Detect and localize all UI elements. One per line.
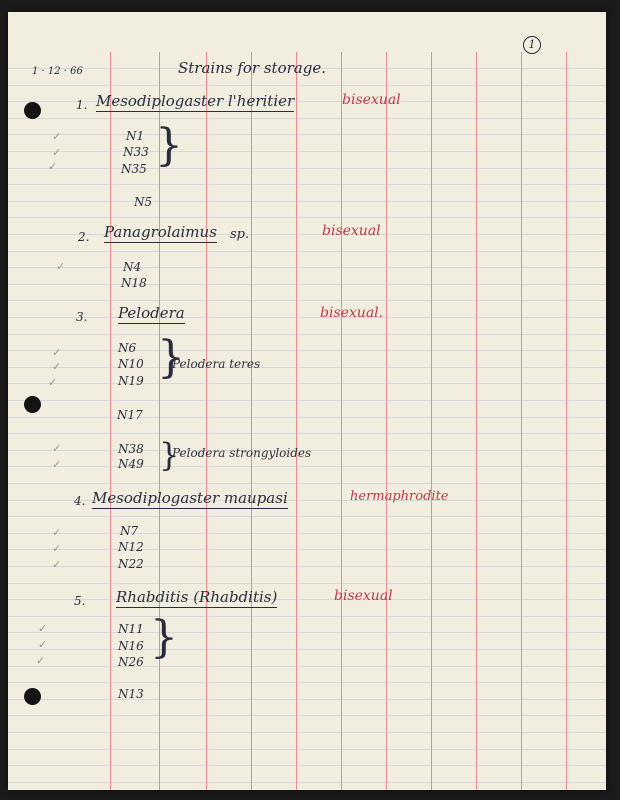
section-3-genus: Pelodera [118, 304, 185, 322]
section-1-species: Mesodiplogaster l'heritier [96, 92, 295, 110]
horizontal-rule [8, 400, 606, 401]
strain-n7: N7 [120, 524, 139, 538]
horizontal-rule [8, 715, 606, 716]
strain-n26: N26 [118, 655, 144, 669]
check-mark-icon: ✓ [52, 146, 62, 159]
strain-n4: N4 [123, 260, 142, 274]
margin-rule [341, 52, 342, 790]
horizontal-rule [8, 300, 606, 301]
strain-n13: N13 [118, 687, 144, 701]
margin-rule [476, 52, 477, 790]
check-mark-icon: ✓ [52, 526, 62, 539]
strain-n1: N1 [126, 129, 145, 143]
horizontal-rule [8, 632, 606, 633]
horizontal-rule [8, 682, 606, 683]
horizontal-rule [8, 483, 606, 484]
horizontal-rule [8, 516, 606, 517]
strain-n5: N5 [134, 195, 153, 209]
strain-group-label-strongyloides: Pelodera strongyloides [172, 446, 312, 460]
section-2-suffix: sp. [230, 227, 250, 242]
horizontal-rule [8, 732, 606, 733]
horizontal-rule [8, 417, 606, 418]
check-mark-icon: ✓ [52, 130, 62, 143]
strain-n38: N38 [118, 442, 144, 456]
brace-icon: } [150, 612, 178, 663]
strain-n10: N10 [118, 357, 144, 371]
margin-rule [296, 52, 297, 790]
horizontal-rule [8, 134, 606, 135]
check-mark-icon: ✓ [56, 260, 66, 273]
section-5-index: 5. [74, 594, 86, 608]
check-mark-icon: ✓ [36, 654, 46, 667]
horizontal-rule [8, 334, 606, 335]
horizontal-rule [8, 251, 606, 252]
horizontal-rule [8, 583, 606, 584]
strain-n18: N18 [121, 276, 147, 290]
horizontal-rule [8, 151, 606, 152]
strain-n16: N16 [118, 639, 144, 653]
strain-n49: N49 [118, 457, 144, 471]
margin-rule [386, 52, 387, 790]
section-4-species: Mesodiplogaster maupasi [92, 489, 288, 507]
section-3-reproduction: bisexual. [320, 305, 384, 321]
horizontal-rule [8, 765, 606, 766]
strain-n12: N12 [118, 540, 144, 554]
horizontal-rule [8, 466, 606, 467]
section-2-index: 2. [78, 230, 90, 244]
section-1-index: 1. [76, 98, 88, 112]
punch-hole-top [24, 102, 41, 119]
horizontal-rule [8, 699, 606, 700]
horizontal-rule [8, 533, 606, 534]
horizontal-rule [8, 566, 606, 567]
check-mark-icon: ✓ [48, 376, 58, 389]
section-1-reproduction: bisexual [342, 92, 401, 108]
punch-hole-middle [24, 396, 41, 413]
check-mark-icon: ✓ [52, 442, 62, 455]
strain-n19: N19 [118, 374, 144, 388]
check-mark-icon: ✓ [38, 638, 48, 651]
strain-n33: N33 [123, 145, 149, 159]
strain-n22: N22 [118, 557, 144, 571]
notebook-page [8, 12, 606, 790]
date: 1 · 12 · 66 [32, 66, 83, 77]
horizontal-rule [8, 549, 606, 550]
horizontal-rule [8, 433, 606, 434]
horizontal-rule [8, 616, 606, 617]
punch-hole-bottom [24, 688, 41, 705]
section-5-genus: Rhabditis (Rhabditis) [116, 588, 278, 606]
check-mark-icon: ✓ [52, 346, 62, 359]
horizontal-rule [8, 317, 606, 318]
check-mark-icon: ✓ [52, 542, 62, 555]
section-3-index: 3. [76, 310, 88, 324]
check-mark-icon: ✓ [52, 458, 62, 471]
page-number: 1 [523, 36, 541, 54]
margin-rule [566, 52, 567, 790]
page-title: Strains for storage. [178, 59, 326, 77]
horizontal-rule [8, 267, 606, 268]
check-mark-icon: ✓ [52, 360, 62, 373]
brace-icon: } [159, 436, 180, 474]
section-2-genus: Panagrolaimus [104, 223, 217, 241]
strain-n17: N17 [117, 408, 143, 422]
horizontal-rule [8, 649, 606, 650]
check-mark-icon: ✓ [38, 622, 48, 635]
strain-group-label-teres: Pelodera teres [172, 357, 261, 371]
horizontal-rule [8, 168, 606, 169]
horizontal-rule [8, 367, 606, 368]
strain-n35: N35 [121, 162, 147, 176]
section-4-reproduction: hermaphrodite [350, 489, 449, 504]
horizontal-rule [8, 217, 606, 218]
horizontal-rule [8, 350, 606, 351]
horizontal-rule [8, 184, 606, 185]
section-5-reproduction: bisexual [334, 588, 393, 604]
horizontal-rule [8, 284, 606, 285]
margin-rule [110, 52, 111, 790]
section-2-reproduction: bisexual [322, 223, 381, 239]
horizontal-rule [8, 383, 606, 384]
margin-rule [251, 52, 252, 790]
brace-icon: } [155, 120, 183, 171]
margin-rule [431, 52, 432, 790]
horizontal-rule [8, 749, 606, 750]
horizontal-rule [8, 118, 606, 119]
horizontal-rule [8, 782, 606, 783]
horizontal-rule [8, 666, 606, 667]
brace-icon: } [157, 332, 185, 383]
section-4-index: 4. [74, 494, 86, 508]
check-mark-icon: ✓ [48, 160, 58, 173]
horizontal-rule [8, 85, 606, 86]
horizontal-rule [8, 201, 606, 202]
strain-n11: N11 [118, 622, 144, 636]
check-mark-icon: ✓ [52, 558, 62, 571]
horizontal-rule [8, 599, 606, 600]
strain-n6: N6 [118, 341, 137, 355]
horizontal-rule [8, 234, 606, 235]
margin-rule [206, 52, 207, 790]
margin-rule [521, 52, 522, 790]
